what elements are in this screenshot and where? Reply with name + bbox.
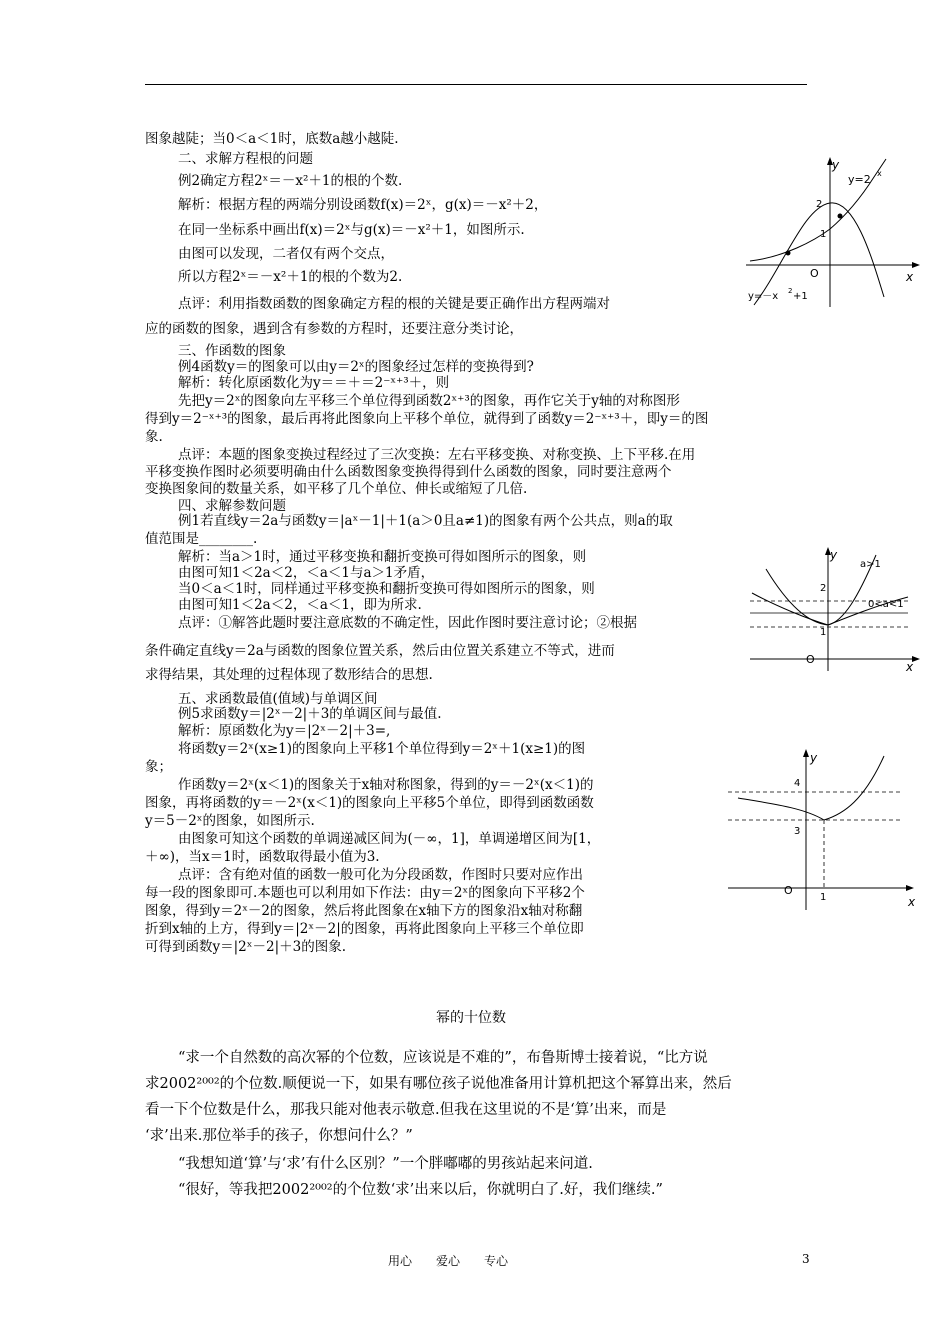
body-line: 二、求解方程根的问题: [178, 151, 313, 167]
fig3-tick-3: 3: [794, 826, 801, 837]
story-line: ‘求’出来.那位举手的孩子，你想问什么？”: [145, 1128, 413, 1144]
body-line: 当0＜a＜1时，同样通过平移变换和翻折变换可得如图所示的图象，则: [178, 581, 595, 597]
body-line: 例5求函数y＝|2ˣ－2|＋3的单调区间与最值.: [178, 706, 442, 722]
figure-absolute-exponential: [748, 545, 928, 679]
body-line: 解析：原函数化为y＝|2ˣ－2|＋3=,: [178, 723, 391, 739]
section-title: 幂的十位数: [436, 1010, 506, 1026]
fig1-intersection-right: [838, 214, 843, 219]
fig1-label-top-exp: x: [877, 169, 882, 178]
fig1-label-bottom-exp: 2: [788, 287, 793, 295]
page-number: 3: [802, 1252, 810, 1266]
body-line: 图象越陡；当0＜a＜1时，底数a越小越陡.: [145, 131, 399, 147]
footer-text: 用心 爱心 专心: [388, 1254, 509, 1268]
body-line: 可得到函数y＝|2ˣ－2|＋3的图象.: [145, 939, 347, 955]
body-line: 解析：当a＞1时，通过平移变换和翻折变换可得如图所示的图象，则: [178, 549, 587, 565]
figure-abs-shift: [724, 746, 924, 920]
story-line: 看一下个位数是什么，那我只能对他表示敬意.但我在这里说的不是‘算’出来，而是: [145, 1102, 667, 1118]
body-line: 由图可以发现，二者仅有两个交点，: [178, 246, 394, 262]
body-line: 变换图象间的数量关系，如平移了几个单位、伸长或缩短了几倍.: [145, 481, 528, 497]
body-line: 例4函数y＝的图象可以由y＝2ˣ的图象经过怎样的变换得到?: [178, 359, 534, 375]
body-line: 点评：本题的图象变换过程经过了三次变换：左右平移变换、对称变换、上下平移.在用: [178, 447, 696, 463]
body-line: y＝5－2ˣ的图象，如图所示.: [145, 813, 315, 829]
body-line: 所以方程2ˣ＝－x²＋1的根的个数为2.: [178, 269, 403, 285]
body-line: 将函数y＝2ˣ(x≥1)的图象向上平移1个单位得到y＝2ˣ＋1(x≥1)的图: [178, 741, 586, 757]
body-line: 先把y＝2ˣ的图象向左平移三个单位得到函数2ˣ⁺³的图象，再作它关于y轴的对称图形: [178, 393, 680, 409]
fig1-y-label: y: [832, 158, 840, 172]
fig3-x-label: x: [908, 895, 916, 909]
fig3-origin: O: [784, 884, 793, 897]
figure-exponential-parabola: [744, 155, 924, 319]
story-line: “很好，等我把2002²⁰⁰²的个位数‘求’出来以后，你就明白了.好，我们继续.”: [178, 1182, 663, 1198]
body-line: 得到y＝2⁻ˣ⁺³的图象，最后再将此图象向上平移个单位，就得到了函数y＝2⁻ˣ⁺³＋，即y＝的图: [145, 411, 709, 427]
fig1-x-label: x: [906, 270, 914, 284]
body-line: 每一段的图象即可.本题也可以利用如下作法：由y＝2ˣ的图象向下平移2个: [145, 885, 585, 901]
body-line: 平移变换作图时必须要明确由什么函数图象变换得得到什么函数的图象，同时要注意两个: [145, 464, 672, 480]
body-line: 折到x轴的上方，得到y＝|2ˣ－2|的图象，再将此图象向上平移三个单位即: [145, 921, 584, 937]
body-line: 在同一坐标系中画出f(x)＝2ˣ与g(x)＝－x²＋1，如图所示.: [178, 222, 525, 238]
fig2-tick-1: 1: [820, 627, 827, 638]
body-line: 例2确定方程2ˣ＝－x²＋1的根的个数.: [178, 173, 403, 189]
fig2-origin: O: [806, 653, 815, 666]
body-line: 四、求解参数问题: [178, 498, 286, 514]
body-line: 解析：根据方程的两端分别设函数f(x)＝2ˣ，g(x)＝－x²＋2，: [178, 197, 548, 213]
body-line: 点评：①解答此题时要注意底数的不确定性，因此作图时要注意讨论；②根据: [178, 615, 637, 631]
fig1-parabola: [754, 203, 884, 305]
body-line: 象.: [145, 429, 163, 445]
body-line: 例1若直线y＝2a与函数y＝|aˣ－1|＋1(a＞0且a≠1)的图象有两个公共点，则a的取: [178, 513, 673, 529]
body-line: 由图可知1＜2a＜2，＜a＜1，即为所求.: [178, 597, 422, 613]
body-line: 解析：转化原函数化为y＝＝＋＝2⁻ˣ⁺³＋，则: [178, 375, 450, 391]
fig3-tick-1: 1: [820, 892, 827, 903]
body-line: ＋∞)，当x＝1时，函数取得最小值为3.: [145, 849, 380, 865]
body-line: 图象，得到y＝2ˣ－2的图象，然后将此图象在x轴下方的图象沿x轴对称翻: [145, 903, 583, 919]
fig2-label-a-lt-1: 0<a<1: [868, 599, 904, 610]
fig2-label-a-gt-1: a>1: [860, 559, 881, 570]
body-line: 作函数y＝2ˣ(x＜1)的图象关于x轴对称图象，得到的y＝－2ˣ(x＜1)的: [178, 777, 594, 793]
fig2-tick-2: 2: [820, 583, 827, 594]
fig3-tick-4: 4: [794, 778, 801, 789]
story-line: “求一个自然数的高次幂的个位数，应该说是不难的”，布鲁斯博士接着说，“比方说: [178, 1050, 708, 1066]
body-line: 三、作函数的图象: [178, 343, 286, 359]
body-line: 条件确定直线y＝2a与函数的图象位置关系，然后由位置关系建立不等式，进而: [145, 643, 615, 659]
body-line: 五、求函数最值(值域)与单调区间: [178, 691, 378, 707]
body-line: 象；: [145, 759, 172, 775]
fig2-y-label: y: [830, 548, 838, 562]
fig1-label-bottom-tail: +1: [793, 291, 808, 302]
body-line: 点评：含有绝对值的函数一般可化为分段函数，作图时只要对应作出: [178, 867, 583, 883]
fig1-tick-1: 1: [820, 229, 827, 240]
header-rule: [145, 84, 807, 85]
body-line: 由图象可知这个函数的单调递减区间为(－∞，1]，单调递增区间为[1，: [178, 831, 601, 847]
story-line: 求2002²⁰⁰²的个位数.顺便说一下，如果有哪位孩子说他准备用计算机把这个幂算出来，然后: [145, 1076, 732, 1092]
body-line: 求得结果，其处理的过程体现了数形结合的思想.: [145, 667, 433, 683]
body-line: 图象，再将函数的y＝－2ˣ(x＜1)的图象向上平移5个单位，即得到函数函数: [145, 795, 594, 811]
body-line: 点评：利用指数函数的图象确定方程的根的关键是要正确作出方程两端对: [178, 296, 610, 312]
fig3-y-label: y: [810, 751, 818, 765]
fig1-intersection-left: [786, 251, 791, 256]
fig1-origin: O: [810, 267, 819, 280]
body-line: 由图可知1＜2a＜2，＜a＜1与a＞1矛盾，: [178, 565, 435, 581]
fig1-label-bottom: y=－x: [748, 291, 779, 302]
fig1-tick-2: 2: [816, 199, 823, 210]
body-line: 应的函数的图象，遇到含有参数的方程时，还要注意分类讨论，: [145, 321, 523, 337]
fig1-label-top: y=2: [848, 173, 871, 186]
body-line: 值范围是________.: [145, 531, 258, 547]
fig3-curve: [738, 756, 884, 820]
fig2-x-label: x: [906, 660, 914, 674]
story-line: “我想知道‘算’与‘求’有什么区别？”一个胖嘟嘟的男孩站起来问道.: [178, 1156, 593, 1172]
